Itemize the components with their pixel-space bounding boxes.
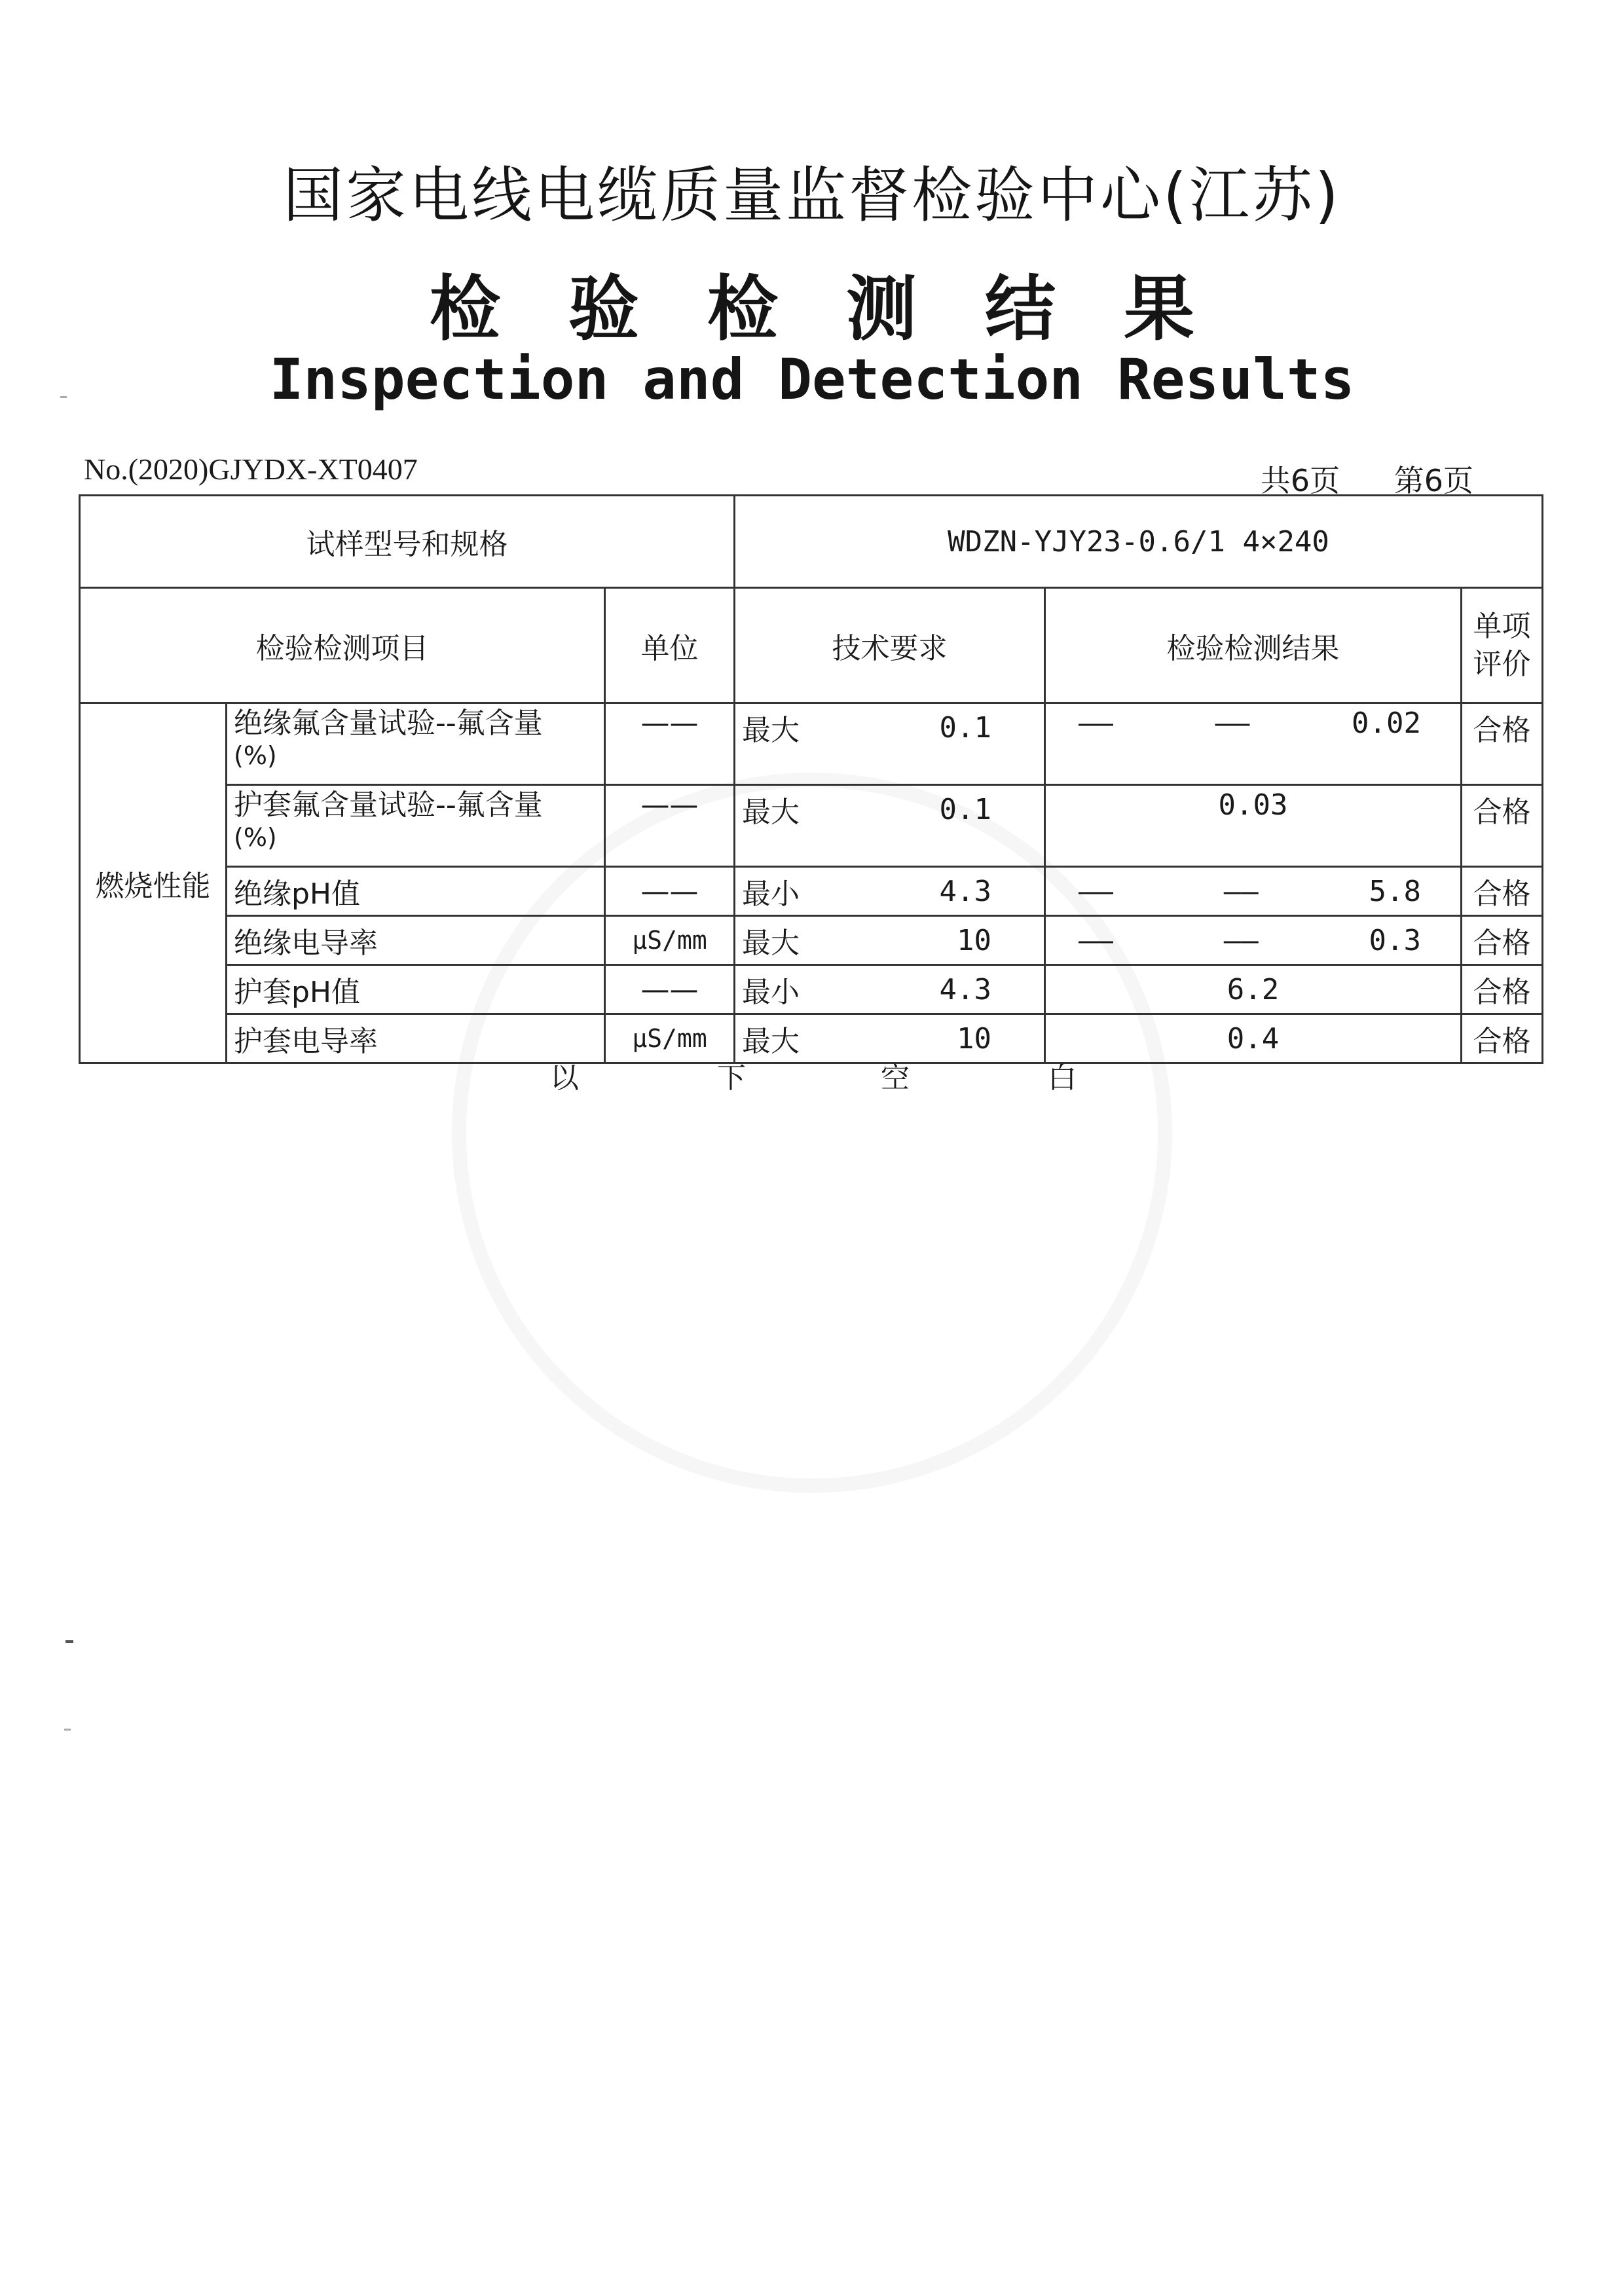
col-header-evaluation-line2: 评价 (1473, 647, 1531, 681)
req-type: 最大 (742, 714, 800, 747)
unit-cell: —— (605, 703, 735, 785)
scan-mark (65, 1640, 73, 1643)
col-header-requirement: 技术要求 (735, 588, 1045, 703)
item-name-sub: (%) (234, 741, 277, 770)
item-name-sub: (%) (234, 822, 277, 852)
evaluation-cell: 合格 (1462, 703, 1543, 785)
col-header-unit: 单位 (605, 588, 735, 703)
req-type: 最小 (742, 976, 800, 1009)
result-2: —— (1223, 874, 1259, 908)
req-value: 4.3 (939, 972, 992, 1006)
result-cell (1045, 867, 1462, 916)
result-1: —— (1079, 923, 1113, 957)
blank-note-char: 下 (717, 1061, 746, 1095)
org-name: 国家电线电缆质量监督检验中心(江苏) (283, 160, 1341, 230)
col-header-evaluation (1462, 588, 1543, 703)
scan-mark (64, 1729, 71, 1731)
result-3: 0.3 (1369, 923, 1421, 957)
page-title: 检验检测结果 (429, 268, 1263, 350)
evaluation-cell: 合格 (1462, 916, 1543, 965)
evaluation-cell: 合格 (1462, 867, 1543, 916)
unit-cell: —— (605, 785, 735, 867)
result-cell (1045, 703, 1462, 785)
item-name (227, 703, 605, 785)
item-name (227, 785, 605, 867)
table-row (80, 867, 1543, 916)
page-title-en: Inspection and Detection Results (269, 347, 1355, 413)
table-row (80, 703, 1543, 785)
item-name: 绝缘pH值 (227, 867, 605, 916)
table-row (80, 785, 1543, 867)
blank-note-char: 空 (881, 1061, 910, 1095)
spec-label: 试样型号和规格 (80, 496, 735, 588)
item-name-text: 绝缘氟含量试验--氟含量 (234, 707, 543, 740)
req-type: 最大 (742, 796, 800, 829)
req-type: 最大 (742, 1025, 800, 1058)
evaluation-cell: 合格 (1462, 1014, 1543, 1063)
scan-mark (60, 396, 67, 398)
blank-note-char: 以 (550, 1061, 579, 1095)
result-cell: 6.2 (1045, 965, 1462, 1014)
requirement-cell (735, 703, 1045, 785)
table-row (80, 965, 1543, 1014)
requirement-cell (735, 785, 1045, 867)
col-header-item: 检验检测项目 (80, 588, 605, 703)
req-value: 0.1 (939, 710, 992, 744)
req-value: 10 (957, 923, 992, 957)
total-pages: 共6页 (1260, 463, 1340, 498)
result-1: —— (1079, 874, 1113, 908)
item-name: 护套pH值 (227, 965, 605, 1014)
req-value: 4.3 (939, 874, 992, 908)
req-type: 最大 (742, 927, 800, 960)
col-header-result: 检验检测结果 (1045, 588, 1462, 703)
result-2: —— (1223, 923, 1259, 957)
unit-cell: —— (605, 965, 735, 1014)
column-header-row (80, 588, 1543, 703)
category-cell: 燃烧性能 (80, 703, 227, 1063)
requirement-cell (735, 916, 1045, 965)
req-type: 最小 (742, 877, 800, 911)
evaluation-cell: 合格 (1462, 965, 1543, 1014)
result-cell: 0.03 (1045, 785, 1462, 867)
result-1: —— (1079, 707, 1113, 740)
unit-cell: —— (605, 867, 735, 916)
result-cell: 0.4 (1045, 1014, 1462, 1063)
blank-note-char: 白 (1048, 1061, 1077, 1095)
col-header-evaluation-line1: 单项 (1473, 610, 1531, 644)
spec-value: WDZN-YJY23-0.6/1 4×240 (735, 496, 1543, 588)
unit-cell: μS/mm (605, 916, 735, 965)
result-3: 0.02 (1352, 707, 1422, 740)
spec-row (80, 496, 1543, 588)
results-table (79, 494, 1543, 1064)
table-row (80, 916, 1543, 965)
item-name-text: 护套氟含量试验--氟含量 (234, 788, 543, 822)
table-row (80, 1014, 1543, 1063)
result-3: 5.8 (1369, 874, 1421, 908)
req-value: 10 (957, 1021, 992, 1056)
item-name: 绝缘电导率 (227, 916, 605, 965)
result-2: —— (1215, 707, 1250, 740)
current-page: 第6页 (1393, 463, 1473, 498)
result-cell (1045, 916, 1462, 965)
requirement-cell (735, 965, 1045, 1014)
item-name: 护套电导率 (227, 1014, 605, 1063)
req-value: 0.1 (939, 792, 992, 826)
report-number: No.(2020)GJYDX-XT0407 (84, 452, 418, 486)
unit-cell: μS/mm (605, 1014, 735, 1063)
requirement-cell (735, 867, 1045, 916)
evaluation-cell: 合格 (1462, 785, 1543, 867)
